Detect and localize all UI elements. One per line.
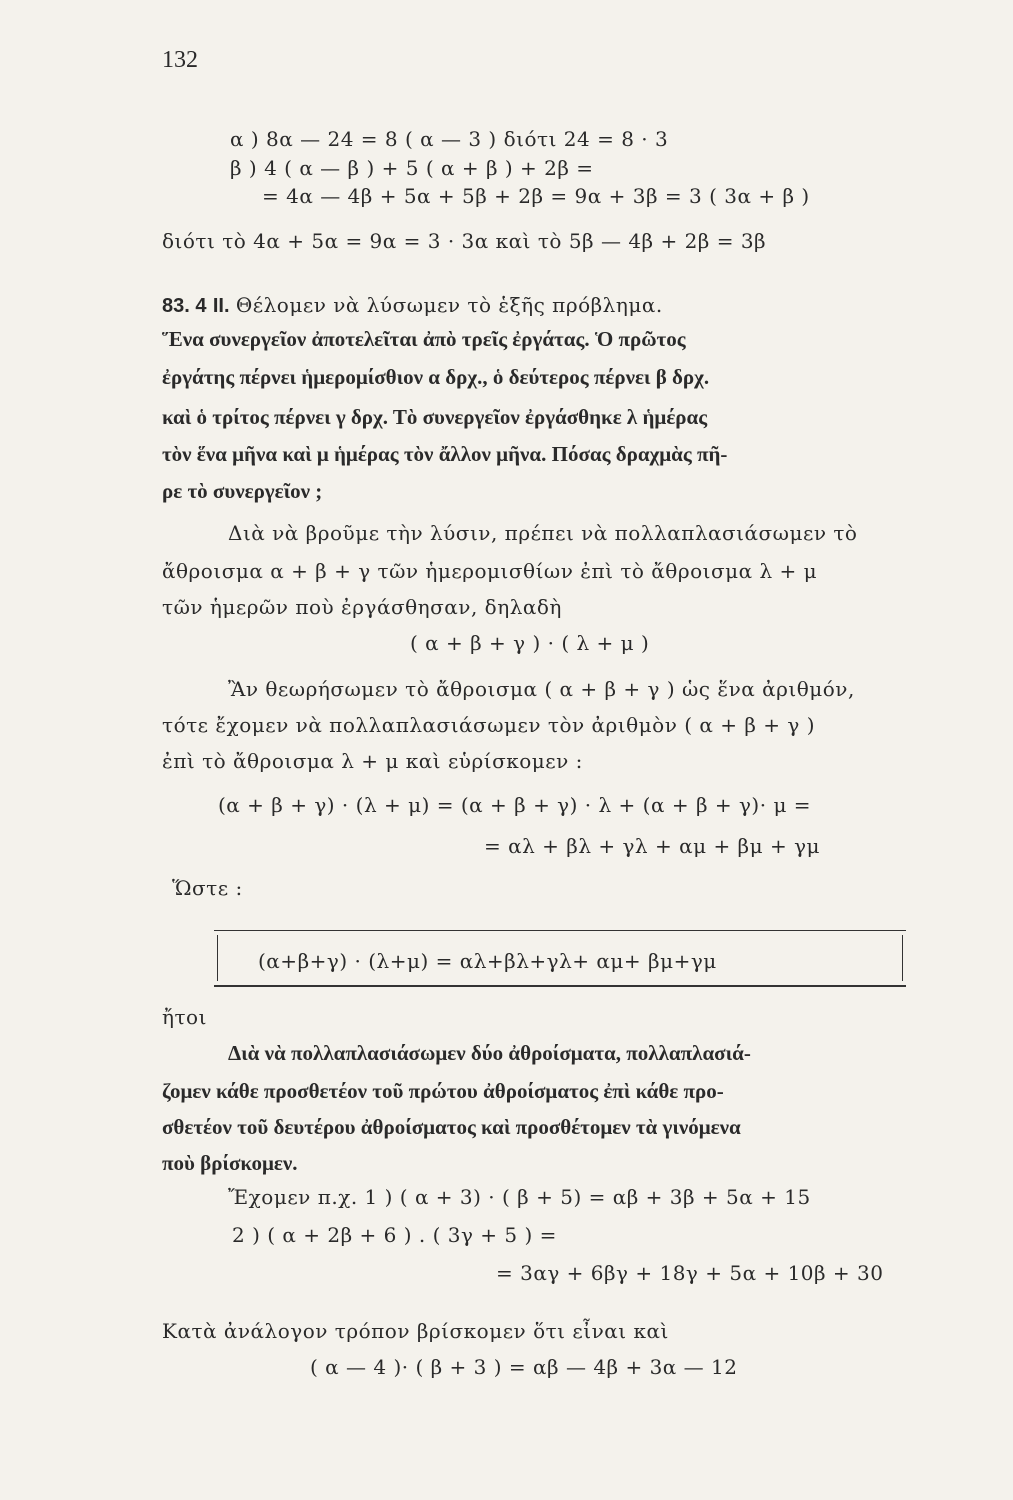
problem-line: τὸν ἕνα μῆνα καὶ μ ἡμέρας τὸν ἄλλον μῆνα. Πόσας δραχμὰς πῆ- — [162, 442, 728, 466]
section-intro: Θέλομεν νὰ λύσωμεν τὸ ἑξῆς πρόβλημα. — [235, 293, 663, 317]
expansion-line-2: = αλ + βλ + γλ + αμ + βμ + γμ — [484, 834, 821, 858]
problem-line: καὶ ὁ τρίτος πέρνει γ δρχ. Τὸ συνεργεῖον ἐργάσθηκε λ ἡμέρας — [162, 405, 708, 429]
rule-line: σθετέον τοῦ δευτέρου ἀθροίσματος καὶ προσθέτομεν τὰ γινόμενα — [162, 1115, 741, 1139]
consider-line: ἐπὶ τὸ ἄθροισμα λ + μ καὶ εὑρίσκομεν : — [162, 749, 583, 773]
explanation-line: Διὰ νὰ βροῦμε τὴν λύσιν, πρέπει νὰ πολλαπλασιάσωμεν τὸ — [228, 521, 858, 545]
rule-line: Διὰ νὰ πολλαπλασιάσωμεν δύο ἀθροίσματα, πολλαπλασιά- — [228, 1041, 751, 1065]
problem-line: ἐργάτης πέρνει ἡμερομίσθιον α δρχ., ὁ δεύτερος πέρνει β δρχ. — [162, 365, 710, 389]
consider-line: Ἂν θεωρήσωμεν τὸ ἄθροισμα ( α + β + γ ) ὡς ἕνα ἀριθμόν, — [228, 677, 855, 701]
problem-line: Ἕνα συνεργεῖον ἀποτελεῖται ἀπὸ τρεῖς ἐργάτας. Ὁ πρῶτος — [162, 327, 686, 351]
section-heading — [162, 292, 663, 319]
page-number: 132 — [162, 47, 198, 73]
analogous-line: Κατὰ ἀνάλογον τρόπον βρίσκομεν ὅτι εἶναι καὶ — [162, 1319, 669, 1343]
rule-line: ποὺ βρίσκομεν. — [162, 1151, 298, 1175]
solution-line-reason: διότι τὸ 4α + 5α = 9α = 3 · 3α καὶ τὸ 5β — 4β + 2β = 3β — [162, 229, 767, 253]
example-2-result: = 3αγ + 6βγ + 18γ + 5α + 10β + 30 — [496, 1261, 884, 1285]
hence-label: Ὥστε : — [172, 876, 243, 900]
solution-line-b: β ) 4 ( α — β ) + 5 ( α + β ) + 2β = — [230, 156, 594, 180]
section-number: 83. 4 — [162, 295, 207, 317]
section-label: ΙΙ. — [212, 295, 230, 317]
boxed-formula: (α+β+γ) · (λ+μ) = αλ+βλ+γλ+ αμ+ βμ+γμ — [258, 949, 717, 973]
boxed-formula-inner — [217, 935, 903, 981]
problem-line: ρε τὸ συνεργεῖον ; — [162, 479, 323, 503]
rule-line: ζομεν κάθε προσθετέον τοῦ πρώτου ἀθροίσματος ἐπὶ κάθε προ- — [162, 1079, 724, 1103]
solution-line-a: α ) 8α — 24 = 8 ( α — 3 ) διότι 24 = 8 · 3 — [230, 127, 669, 151]
explanation-line: ἄθροισμα α + β + γ τῶν ἡμερομισθίων ἐπὶ τὸ ἄθροισμα λ + μ — [162, 559, 818, 583]
product-expression: ( α + β + γ ) · ( λ + μ ) — [410, 631, 650, 655]
ie-label: ἤτοι — [162, 1005, 207, 1029]
explanation-line: τῶν ἡμερῶν ποὺ ἐργάσθησαν, δηλαδὴ — [162, 595, 562, 619]
solution-line-b-cont: = 4α — 4β + 5α + 5β + 2β = 9α + 3β = 3 ( 3α + β ) — [262, 184, 810, 208]
example-1: Ἔχομεν π.χ. 1 ) ( α + 3) · ( β + 5) = αβ + 3β + 5α + 15 — [228, 1185, 811, 1209]
consider-line: τότε ἔχομεν νὰ πολλαπλασιάσωμεν τὸν ἀριθμὸν ( α + β + γ ) — [162, 713, 815, 737]
expansion-line-1: (α + β + γ) · (λ + μ) = (α + β + γ) · λ + (α + β + γ)· μ = — [218, 793, 812, 817]
example-2: 2 ) ( α + 2β + 6 ) . ( 3γ + 5 ) = — [232, 1223, 557, 1247]
final-example: ( α — 4 )· ( β + 3 ) = αβ — 4β + 3α — 12 — [310, 1355, 738, 1379]
boxed-formula-frame — [214, 930, 906, 987]
